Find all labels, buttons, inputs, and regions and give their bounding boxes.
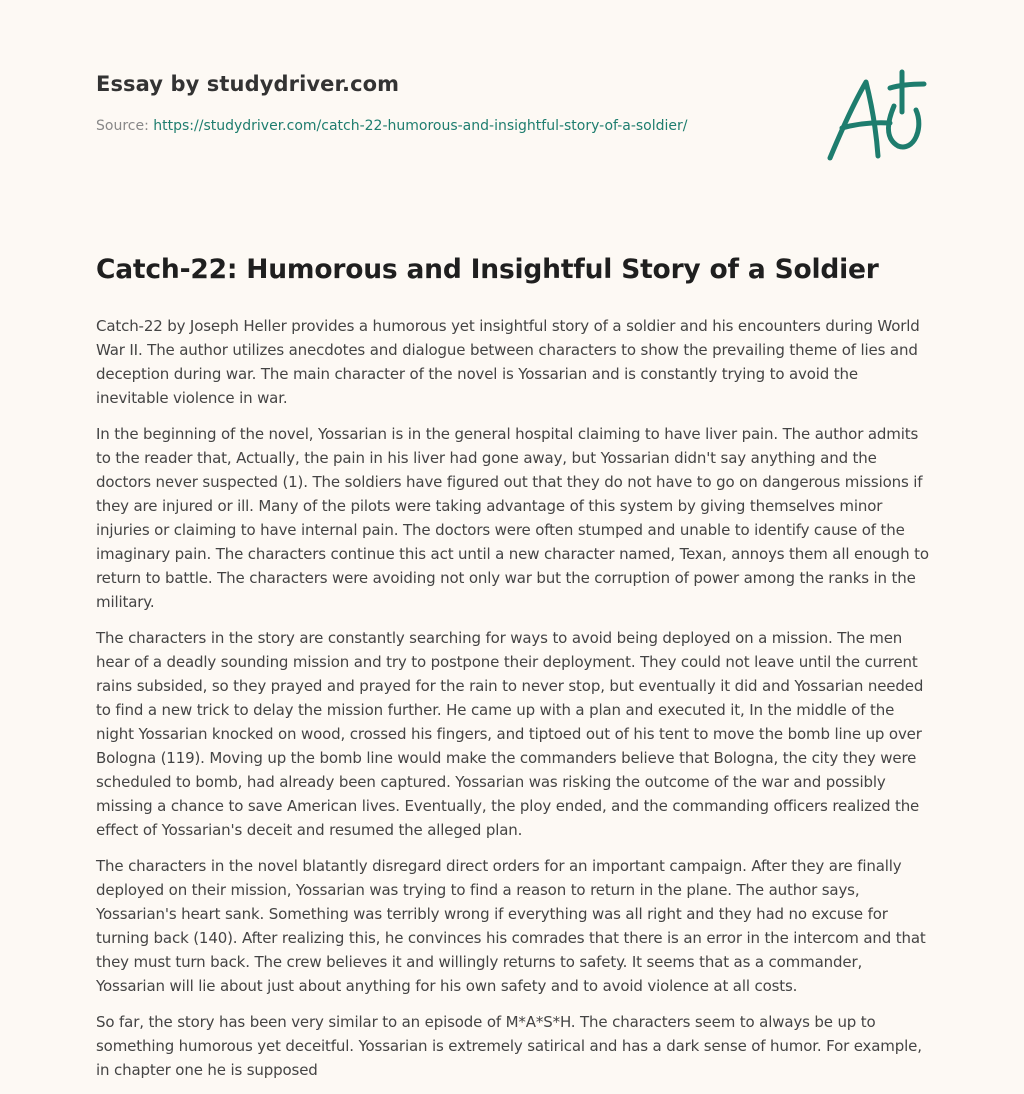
- paragraph: The characters in the novel blatantly disregard direct orders for an important campaign. After they are finally deployed on their mission, Yossarian was trying to find a reason to return in the plane. The author says, Yossarian's heart sank. Something was terribly wrong if everything was all right and they had no excuse for turning back (140). After realizing this, he convinces his comrades that there is an error in the intercom and that they must turn back. The crew believes it and willingly returns to safety. It seems that as a commander, Yossarian will lie about just about anything for his own safety and to avoid violence at all costs.: [96, 857, 926, 995]
- brand-title: Essay by studydriver.com: [96, 72, 400, 96]
- site-header: [96, 72, 796, 134]
- source-label: Source:: [96, 118, 154, 134]
- a-plus-logo-icon: [820, 66, 930, 166]
- paragraph: In the beginning of the novel, Yossarian is in the general hospital claiming to have liver pain. The author admits to the reader that, Actually, the pain in his liver had gone away, but Yossarian didn't say anything and the doctors never suspected (1). The soldiers have figured out that they do not have to go on dangerous missions if they are injured or ill. Many of the pilots were taking advantage of this system by giving themselves minor injuries or claiming to have internal pain. The doctors were often stumped and unable to identify cause of the imaginary pain. The characters continue this act until a new character named, Texan, annoys them all enough to return to battle. The characters were avoiding not only war but the corruption of power among the ranks in the military.: [96, 425, 929, 611]
- source-line: [96, 118, 796, 134]
- source-link[interactable]: https://studydriver.com/catch-22-humorous-and-insightful-story-of-a-soldier/: [153, 118, 688, 134]
- essay-title: Catch-22: Humorous and Insightful Story of a Soldier: [96, 254, 879, 285]
- paragraph: So far, the story has been very similar to an episode of M*A*S*H. The characters seem to always be up to something humorous yet deceitful. Yossarian is extremely satirical and has a dark sense of humor. For example, in chapter one he is supposed: [96, 1013, 922, 1079]
- essay-body: [96, 314, 932, 1094]
- paragraph: Catch-22 by Joseph Heller provides a humorous yet insightful story of a soldier and his encounters during World War II. The author utilizes anecdotes and dialogue between characters to show the prevailing theme of lies and deception during war. The main character of the novel is Yossarian and is constantly trying to avoid the inevitable violence in war.: [96, 317, 920, 407]
- paragraph: The characters in the story are constantly searching for ways to avoid being deployed on a mission. The men hear of a deadly sounding mission and try to postpone their deployment. They could not leave until the current rains subsided, so they prayed and prayed for the rain to never stop, but eventually it did and Yossarian needed to find a new trick to delay the mission further. He came up with a plan and executed it, In the middle of the night Yossarian knocked on wood, crossed his fingers, and tiptoed out of his tent to move the bomb line up over Bologna (119). Moving up the bomb line would make the commanders believe that Bologna, the city they were scheduled to bomb, had already been captured. Yossarian was risking the outcome of the war and possibly missing a chance to save American lives. Eventually, the ploy ended, and the commanding officers realized the effect of Yossarian's deceit and resumed the alleged plan.: [96, 629, 924, 839]
